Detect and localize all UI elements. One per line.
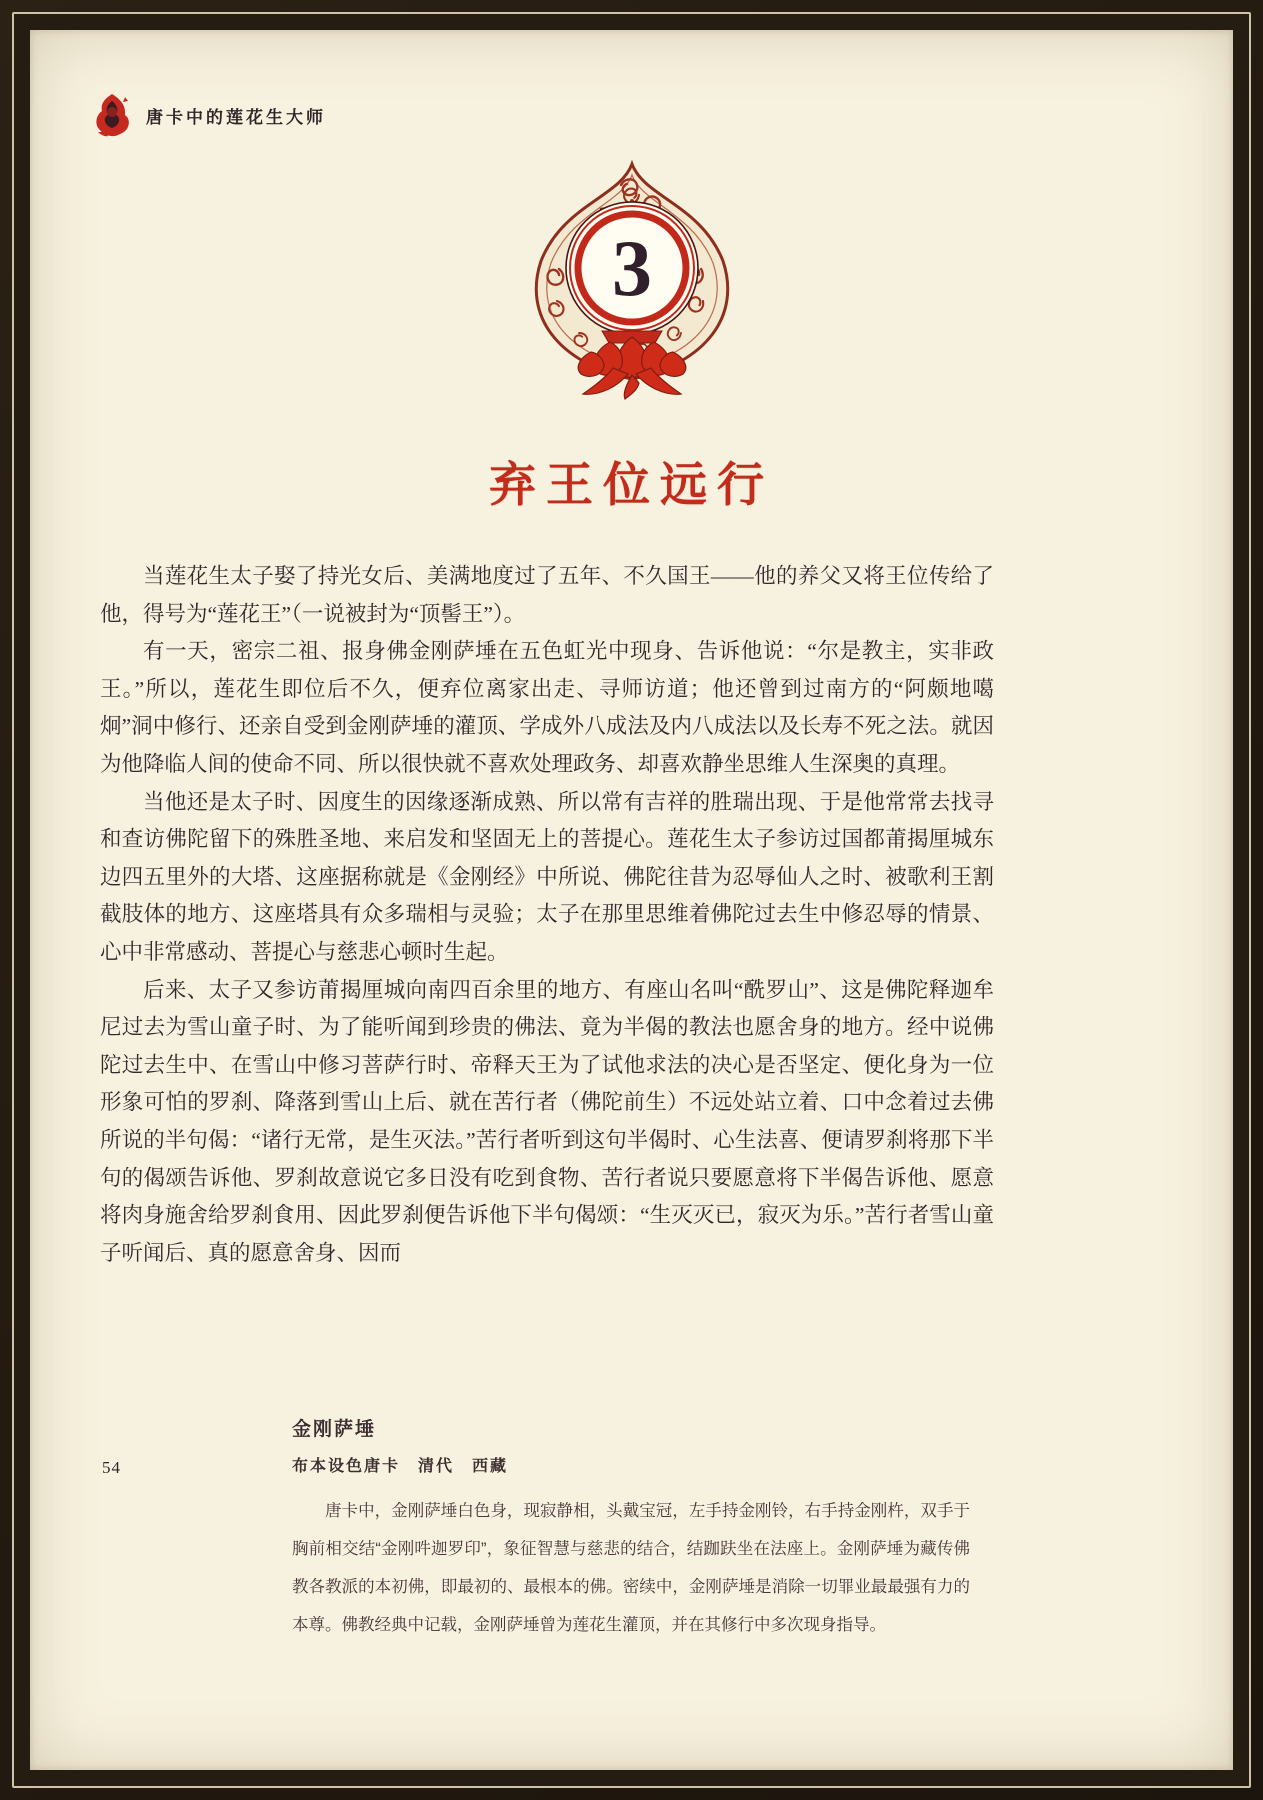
artwork-caption <box>292 1414 970 1644</box>
boteh-leaf-ornament <box>501 158 763 404</box>
paragraph: 后来、太子又参访莆揭厘城向南四百余里的地方、有座山名叫“酰罗山”、这是佛陀释迦牟尼过去为雪山童子时、为了能听闻到珍贵的佛法、竟为半偈的教法也愿舍身的地方。经中说佛陀过去生中、在雪山中修习菩萨行时、帝释天王为了试他求法的决心是否坚定、便化身为一位形象可怕的罗刹、降落到雪山上后、就在苦行者（佛陀前生）不远处站立着、口中念着过去佛所说的半句偈：“诸行无常，是生灭法。”苦行者听到这句半偈时、心生法喜、便请罗刹将那下半句的偈颂告诉他、罗刹故意说它多日没有吃到食物、苦行者说只要愿意将下半偈告诉他、愿意将肉身施舍给罗刹食用、因此罗刹便告诉他下半句偈颂：“生灭灭已，寂灭为乐。”苦行者雪山童子听闻后、真的愿意舍身、因而 <box>100 977 994 1265</box>
running-header <box>92 92 326 138</box>
paragraph: 有一天，密宗二祖、报身佛金刚萨埵在五色虹光中现身、告诉他说：“尔是教主，实非政王。”所以，莲花生即位后不久，便弃位离家出走、寻师访道；他还曾到过南方的“阿颇地噶炯”洞中修行、还亲自受到金刚萨埵的灌顶、学成外八成法及内八成法以及长寿不死之法。就因为他降临人间的使命不同、所以很快就不喜欢处理政务、却喜欢静坐思维人生深奥的真理。 <box>100 639 994 776</box>
red-lotus-seal-icon <box>92 92 132 138</box>
paragraph: 当莲花生太子娶了持光女后、美满地度过了五年、不久国王——他的养父又将王位传给了他，得号为“莲花王”（一说被封为“顶髻王”）。 <box>100 564 994 626</box>
caption-title: 金刚萨埵 <box>292 1419 377 1440</box>
chapter-ornament <box>501 158 763 404</box>
chapter-title: 弃王位远行 <box>489 460 774 512</box>
caption-subtitle: 布本设色唐卡 清代 西藏 <box>292 1458 509 1475</box>
book-page <box>30 30 1233 1770</box>
paragraph: 当他还是太子时、因度生的因缘逐渐成熟、所以常有吉祥的胜瑞出现、于是他常常去找寻和查访佛陀留下的殊胜圣地、来启发和坚固无上的菩提心。莲花生太子参访过国都莆揭厘城东边四五里外的大塔、这座据称就是《金刚经》中所说、佛陀往昔为忍辱仙人之时、被歌利王割截肢体的地方、这座塔具有众多瑞相与灵验；太子在那里思维着佛陀过去生中修忍辱的情景、心中非常感动、菩提心与慈悲心顿时生起。 <box>100 789 994 964</box>
chapter-number: 3 <box>611 225 652 313</box>
frame-pinstripe <box>12 12 1251 1788</box>
page-number: 54 <box>102 1458 121 1477</box>
body-text <box>100 558 994 1272</box>
caption-body: 唐卡中，金刚萨埵白色身，现寂静相，头戴宝冠，左手持金刚铃，右手持金刚杵，双手于胸前相交结“金刚吽迦罗印”，象征智慧与慈悲的结合，结跏趺坐在法座上。金刚萨埵为藏传佛教各教派的本初佛，即最初的、最根本的佛。密续中，金刚萨埵是消除一切罪业最最强有力的本尊。佛教经典中记载，金刚萨埵曾为莲花生灌顶，并在其修行中多次现身指导。 <box>292 1502 970 1634</box>
header-book-title: 唐卡中的莲花生大师 <box>146 107 326 127</box>
